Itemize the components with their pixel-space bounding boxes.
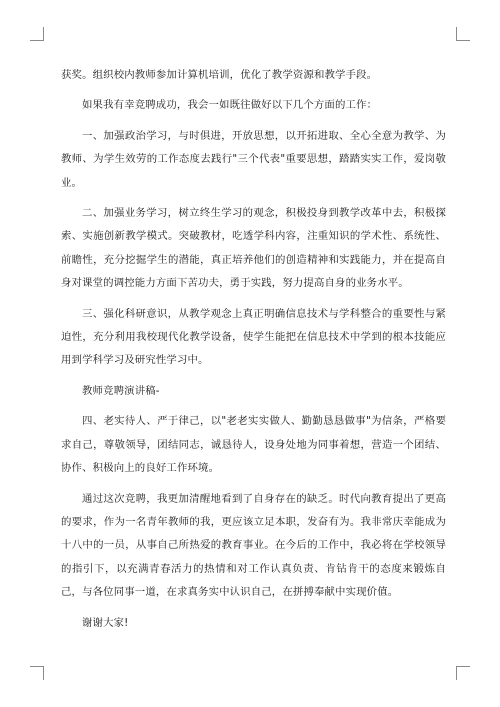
closing-thanks: 谢谢大家! xyxy=(82,616,129,629)
crop-mark-top-right xyxy=(456,27,470,41)
paragraph-continuation: 获奖。组织校内教师参加计算机培训，优化了教学资源和教学手段。 xyxy=(61,69,378,81)
crop-mark-bottom-right xyxy=(456,666,470,680)
paragraph-point-4: 四、老实待人、严于律己，以"老老实实做人、勤勤恳恳做事"为信条，严格要求自己，尊敬领导，团结同志，诚恳待人，设身处地为同事着想，营造一个团结、协作、积极向上的良好工作环境。 xyxy=(61,415,446,475)
crop-mark-top-left xyxy=(30,27,44,41)
document-body xyxy=(61,64,446,642)
paragraph-intro: 如果我有幸竞聘成功，我会一如既往做好以下几个方面的工作： xyxy=(82,99,378,112)
paragraph-conclusion: 通过这次竞聘，我更加清醒地看到了自身存在的缺乏。时代向教育提出了更高的要求，作为一名青年教师的我，更应该立足本职，发奋有为。我非常庆幸能成为十八中的一员，从事自己所热爱的教育事业。在今后的工作中，我必将在学校领导的指引下，以充满青春活力的热情和对工作认真负责、肯钻肯干的态度来锻炼自己，与各位同事一道，在求真务实中认识自己，在拼搏奉献中实现价值。 xyxy=(61,492,446,599)
paragraph-point-1: 一、加强政治学习，与时俱进，开放思想，以开拓进取、全心全意为教学、为教师、为学生效劳的工作态度去践行"三个代表"重要思想，踏踏实实工作，爱岗敬业。 xyxy=(61,129,446,189)
crop-mark-bottom-left xyxy=(30,666,44,680)
paragraph-point-3: 三、强化科研意识，从教学观念上真正明确信息技术与学科整合的重要性与紧迫性，充分利用我校现代化教学设备，使学生能把在信息技术中学到的根本技能应用到学科学习及研究性学习中。 xyxy=(61,307,446,367)
paragraph-point-2: 二、加强业务学习，树立终生学习的观念，积极投身到教学改革中去，积极探索、实施创新教学模式。突破教材，吃透学科内容，注重知识的学术性、系统性、前瞻性，充分挖掘学生的潜能，真正培养他们的创造精神和实践能力，并在提高自身对课堂的调控能力方面下苦功夫，勇于实践，努力提高自身的业务水平。 xyxy=(61,207,446,290)
section-heading: 教师竞聘演讲稿- xyxy=(82,384,160,397)
